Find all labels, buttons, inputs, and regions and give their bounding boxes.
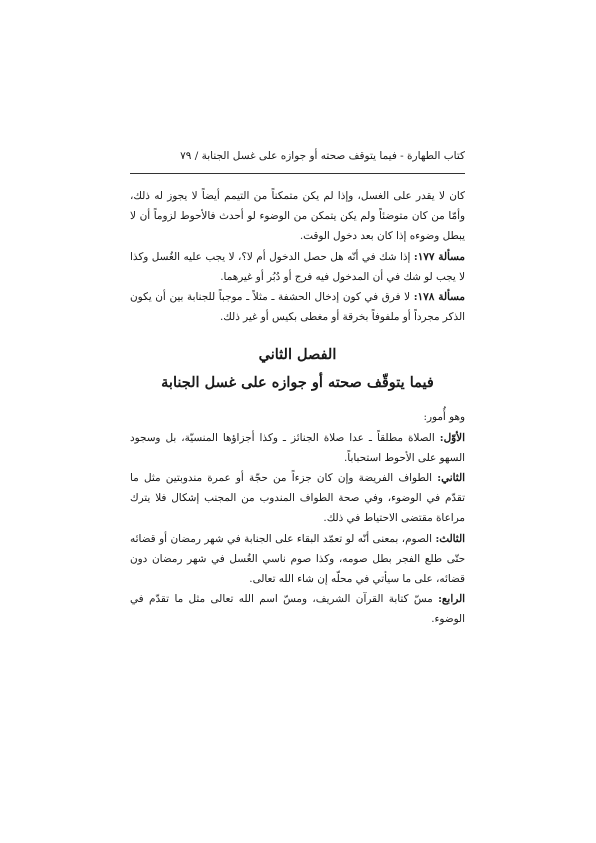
issue-177-label: مسألة ١٧٧: [413,250,465,263]
issue-177-text: إذا شك في أنّه هل حصل الدخول أم لا؟، لا يجب عليه الغُسل وكذا لا يجب لو شك في أن المدخول فيه فرج أو دُبُر أو غيرهما. [130,250,465,283]
issue-177 [130,247,465,287]
item-2 [130,468,465,529]
item-3-text: الصوم، بمعنى أنّه لو تعمّد البقاء على الجنابة في شهر رمضان أو قضائه حتّى طلع الفجر بطل صومه، وكذا صوم ناسي الغُسل في شهر رمضان دون قضائه، على ما سيأتي في محلّه إن شاء الله تعالى. [130,532,465,586]
header-separator: / [194,150,199,162]
items-intro: وهو أُمور: [423,411,465,424]
page-body [130,186,465,630]
issue-178 [130,287,465,327]
header-rule [130,173,465,174]
chapter-heading: الفصل الثاني [258,346,337,364]
running-header [130,150,465,162]
issue-178-text: لا فرق في كون إدخال الحشفة ـ مثلاً ـ موجباً للجنابة بين أن يكون الذكر مجرداً أو ملفوفاً بخرقة أو مغطى بكيس أو غير ذلك. [130,291,465,324]
item-3 [130,529,465,590]
item-2-text: الطواف الفريضة وإن كان جزءاً من حجّة أو عمرة مندوبتين مثل ما تقدّم في الوضوء، وفي صحة الطواف المندوب من المجنب إشكال فلا يترك مراعاة مقتضى الاحتياط في ذلك. [130,472,465,525]
issue-178-label: مسألة ١٧٨: [413,291,465,304]
header-title: كتاب الطهارة - فيما يتوقف صحته أو جوازه على غسل الجنابة [201,150,465,162]
item-4-label: الرابع: [438,593,465,606]
item-3-label: الثالث: [435,532,465,545]
item-4 [130,589,465,629]
item-1-text: الصلاة مطلقاً ـ عدا صلاة الجنائز ـ وكذا أجزاؤها المنسيّة، بل وسجود السهو على الأحوط استحباباً. [130,431,465,464]
chapter-subheading: فيما يتوقّف صحته أو جوازه على غسل الجنابة [161,374,434,392]
page-number: ٧٩ [180,150,192,162]
item-4-text: مسّ كتابة القرآن الشريف، ومسّ اسم الله تعالى مثل ما تقدّم في الوضوء. [130,593,465,626]
item-1 [130,428,465,468]
item-2-label: الثاني: [437,472,465,485]
intro-paragraph: كان لا يقدر على الغسل، وإذا لم يكن متمكناً من التيمم أيضاً لا يجوز له ذلك، وأمّا من كان متوضئاً ولم يكن يتمكن من الوضوء لو أحدث فالأحوط لزوماً أن لا يبطل وضوءه إذا كان بعد دخول الوقت. [130,190,465,243]
item-1-label: الأوّل: [439,431,465,444]
